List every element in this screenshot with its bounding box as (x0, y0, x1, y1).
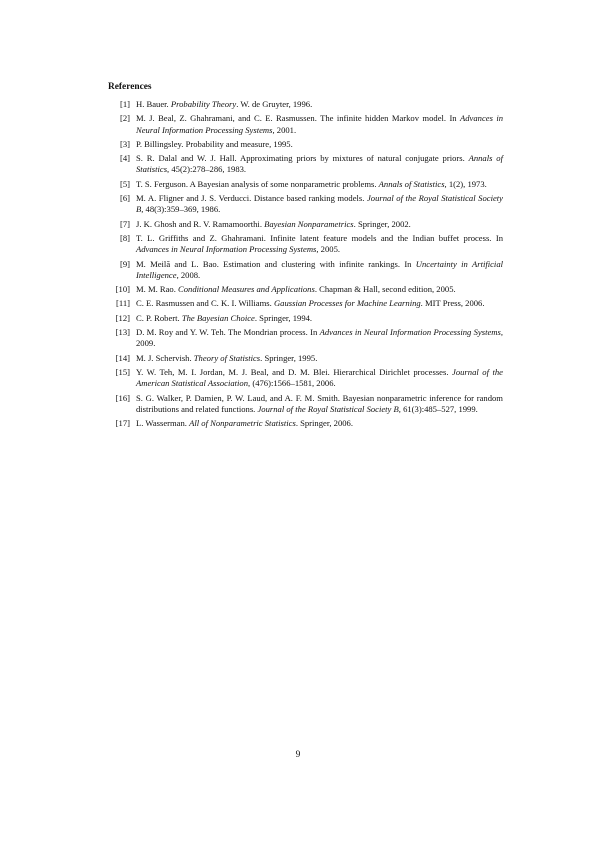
reference-text (136, 327, 503, 350)
reference-text-segment: S. R. Dalal and W. J. Hall. Approximating priors by mixtures of natural conjugate priors. (136, 153, 469, 164)
reference-number: [7] (119, 218, 130, 229)
reference-item (108, 284, 503, 295)
reference-venue-italic: Journal of the Royal Statistical Society B (257, 403, 399, 414)
reference-venue-italic: All of Nonparametric Statistics (189, 418, 296, 429)
reference-venue-italic: Bayesian Nonparametrics (264, 218, 354, 229)
reference-item (108, 193, 503, 216)
reference-text-segment: M. J. Beal, Z. Ghahramani, and C. E. Rasmussen. The infinite hidden Markov model. In (136, 113, 460, 124)
reference-text-segment: M. A. Fligner and J. S. Verducci. Distance based ranking models. (136, 193, 367, 204)
reference-text-segment: , 2008. (176, 269, 201, 280)
reference-text-segment: C. P. Robert. (136, 312, 182, 323)
reference-text-segment: . MIT Press, 2006. (420, 298, 485, 309)
reference-text-segment: J. K. Ghosh and R. V. Ramamoorthi. (136, 218, 265, 229)
references-heading: References (108, 82, 152, 92)
reference-text (136, 113, 503, 136)
reference-text-segment: , 2001. (272, 124, 297, 135)
reference-text-segment: . W. de Gruyter, 1996. (236, 99, 313, 109)
reference-number: [6] (119, 193, 130, 204)
reference-text-segment: . Springer, 1995. (260, 352, 318, 363)
reference-text-segment: C. E. Rasmussen and C. K. I. Williams. (136, 298, 274, 309)
reference-venue-italic: Advances in Neural Information Processing Systems (136, 244, 317, 255)
reference-text-segment: S. G. Walker, P. Damien, P. W. Laud, and A. F. M. Smith. Bayesian nonparametric inference for random distributions and related functions. (136, 392, 503, 414)
reference-venue-italic: Uncertainty in Artificial Intelligence (136, 258, 504, 280)
reference-text-segment: T. L. Griffiths and Z. Ghahramani. Infinite latent feature models and the Indian buffet process. In (136, 232, 503, 243)
reference-venue-italic: Probability Theory (170, 99, 237, 109)
reference-text-segment: . Springer, 2006. (295, 418, 353, 429)
reference-venue-italic: Journal of the American Statistical Association (136, 366, 504, 389)
reference-text (136, 298, 503, 309)
reference-text (136, 313, 503, 324)
reference-number: [1] (119, 99, 130, 109)
reference-venue-italic: The Bayesian Choice (181, 312, 255, 323)
reference-text-segment: H. Bauer. (136, 99, 171, 109)
reference-text-segment: , 61(3):485–527, 1999. (398, 403, 478, 414)
reference-text (136, 219, 503, 230)
reference-text-segment: . Chapman & Hall, second edition, 2005. (314, 284, 456, 295)
reference-item (108, 113, 503, 136)
reference-text-segment: M. M. Rao. (136, 284, 179, 295)
reference-text (136, 284, 503, 295)
reference-item (108, 367, 503, 390)
reference-number: [17] (115, 418, 130, 429)
reference-number: [8] (119, 232, 130, 243)
reference-text (136, 353, 503, 364)
reference-text-segment: . Springer, 1994. (254, 312, 313, 323)
reference-item (108, 259, 503, 282)
reference-venue-italic: Annals of Statistics (378, 178, 445, 189)
reference-item (108, 233, 503, 256)
reference-item (108, 313, 503, 324)
reference-venue-italic: Journal of the Royal Statistical Society B (136, 193, 503, 215)
reference-number: [4] (119, 153, 130, 164)
reference-text (136, 367, 503, 390)
reference-item (108, 393, 503, 416)
reference-number: [16] (115, 392, 130, 403)
reference-number: [2] (119, 113, 130, 124)
reference-item (108, 99, 503, 110)
reference-text (136, 393, 503, 416)
reference-text-segment: T. S. Ferguson. A Bayesian analysis of some nonparametric problems. (136, 178, 379, 189)
reference-item (108, 353, 503, 364)
reference-text (136, 418, 503, 429)
reference-text (136, 193, 503, 216)
reference-text-segment: Y. W. Teh, M. I. Jordan, M. J. Beal, and D. M. Blei. Hierarchical Dirichlet processes. (136, 366, 453, 377)
page-number: 9 (295, 750, 301, 760)
reference-text (136, 233, 503, 256)
reference-venue-italic: Annals of Statistics (136, 153, 503, 175)
reference-venue-italic: Advances in Neural Information Processing Systems (319, 327, 501, 338)
reference-text-segment: , 1(2), 1973. (444, 178, 487, 189)
reference-text-segment: L. Wasserman. (136, 418, 190, 429)
reference-item (108, 153, 503, 176)
reference-text-segment: , (476):1566–1581, 2006. (248, 378, 336, 389)
reference-text (136, 99, 503, 110)
reference-item (108, 179, 503, 190)
reference-item (108, 219, 503, 230)
reference-text (136, 179, 503, 190)
reference-number: [10] (115, 284, 130, 295)
reference-number: [12] (115, 312, 130, 323)
reference-text-segment: , 45(2):278–286, 1983. (167, 164, 247, 175)
reference-number: [11] (116, 298, 130, 309)
reference-text (136, 259, 503, 282)
reference-text-segment: . Springer, 2002. (353, 218, 411, 229)
reference-text-segment: P. Billingsley. Probability and measure, 1995. (136, 138, 293, 149)
reference-text (136, 153, 503, 176)
reference-item (108, 327, 503, 350)
reference-text-segment: , 2009. (136, 327, 503, 349)
reference-text-segment: , 2005. (316, 244, 341, 255)
reference-list (108, 99, 503, 432)
reference-number: [9] (119, 258, 130, 269)
reference-number: [15] (115, 366, 130, 377)
reference-item (108, 298, 503, 309)
reference-number: [3] (119, 138, 130, 149)
reference-item (108, 418, 503, 429)
reference-number: [13] (115, 327, 130, 338)
reference-number: [5] (119, 178, 130, 189)
reference-text-segment: M. J. Schervish. (136, 352, 194, 363)
reference-venue-italic: Conditional Measures and Applications (178, 284, 315, 295)
reference-item (108, 139, 503, 150)
reference-number: [14] (115, 352, 130, 363)
reference-text-segment: D. M. Roy and Y. W. Teh. The Mondrian process. In (136, 327, 320, 338)
reference-venue-italic: Gaussian Processes for Machine Learning (273, 298, 421, 309)
reference-text-segment: M. Meilă and L. Bao. Estimation and clustering with infinite rankings. In (136, 258, 416, 269)
reference-venue-italic: Theory of Statistics (193, 352, 261, 363)
reference-venue-italic: Advances in Neural Information Processing Systems (136, 113, 504, 135)
reference-text (136, 139, 503, 150)
reference-text-segment: , 48(3):359–369, 1986. (141, 204, 221, 215)
